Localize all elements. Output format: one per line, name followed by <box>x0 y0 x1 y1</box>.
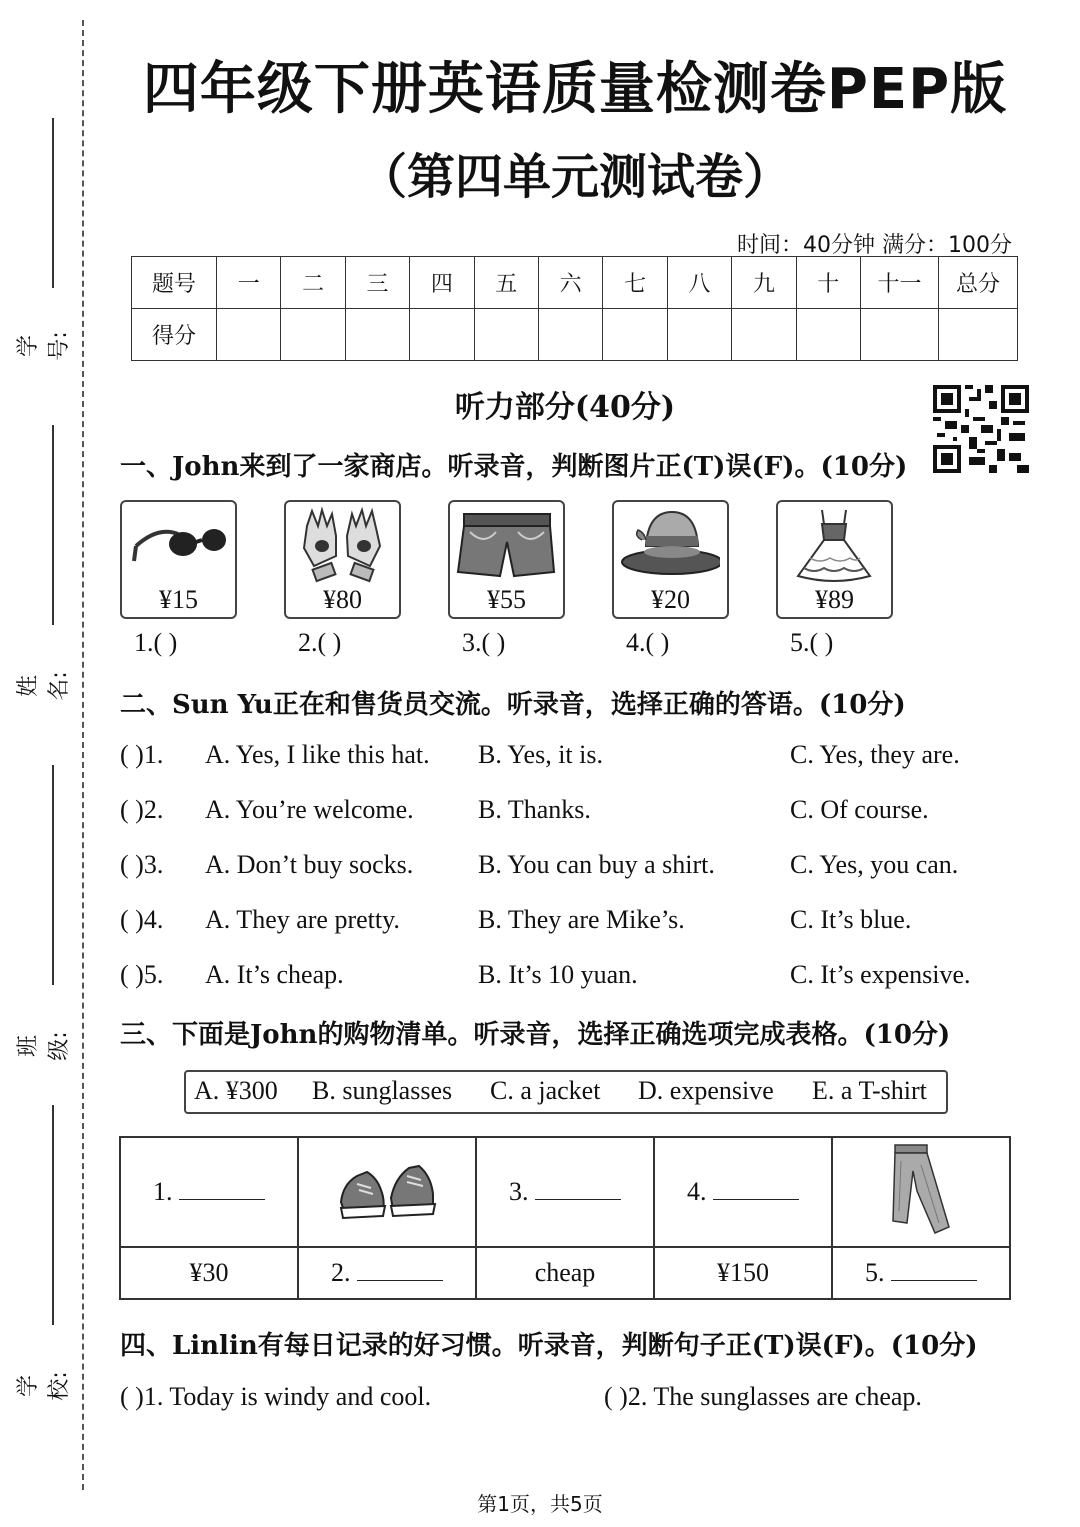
option-c: C. Yes, you can. <box>790 850 959 879</box>
dress-icon <box>784 506 884 586</box>
school-label: 学校: <box>16 1371 72 1401</box>
gloves-icon <box>292 506 392 586</box>
option-item: A. ¥300 <box>194 1076 278 1105</box>
shop-cell-5[interactable] <box>832 1247 1010 1299</box>
name-label: 姓名: <box>16 671 72 701</box>
option-c: C. It’s blue. <box>790 905 912 934</box>
option-c: C. Yes, they are. <box>790 740 960 769</box>
answer-blank[interactable] <box>891 1262 977 1281</box>
section4-question-1[interactable]: ( )1. Today is windy and cool. <box>120 1382 432 1411</box>
option-a: A. Yes, I like this hat. <box>205 740 430 769</box>
score-input-cell[interactable] <box>538 309 602 361</box>
score-input-cell[interactable] <box>732 309 796 361</box>
option-b: B. Yes, it is. <box>478 740 603 769</box>
question-number[interactable]: ( )2. <box>120 795 164 824</box>
answer-blank-1[interactable]: 1.( ) <box>134 628 178 657</box>
score-cell: 五 <box>474 257 538 309</box>
page-title: 四年级下册英语质量检测卷PEP版 <box>142 57 1008 122</box>
item-card-sunglasses <box>120 500 237 619</box>
score-cell: 一 <box>217 257 281 309</box>
score-cell: 六 <box>538 257 602 309</box>
option-c: C. It’s expensive. <box>790 960 971 989</box>
score-input-cell[interactable] <box>345 309 409 361</box>
option-b: B. They are Mike’s. <box>478 905 685 934</box>
score-input-cell[interactable] <box>217 309 281 361</box>
shop-cell-4[interactable] <box>654 1137 832 1247</box>
option-item: E. a T-shirt <box>812 1076 927 1105</box>
score-label-cell: 得分 <box>132 309 217 361</box>
shop-cell-shoes <box>298 1137 476 1247</box>
option-a: A. They are pretty. <box>205 905 400 934</box>
score-input-cell[interactable] <box>861 309 939 361</box>
item-price: ¥80 <box>323 585 362 614</box>
score-cell: 题号 <box>132 257 217 309</box>
answer-blank-2[interactable]: 2.( ) <box>298 628 342 657</box>
shop-price-cell: cheap <box>476 1247 654 1299</box>
score-input-cell[interactable] <box>410 309 474 361</box>
options-box <box>184 1070 948 1114</box>
score-table-header-row <box>132 257 1018 309</box>
binding-dashed-line <box>82 20 84 1490</box>
shorts-icon <box>456 506 556 586</box>
time-info: 时间：40分钟 满分：100分 <box>737 233 1012 258</box>
question-number[interactable]: ( )5. <box>120 960 164 989</box>
shop-cell-label: 2. <box>331 1258 351 1287</box>
shop-cell-label: 5. <box>865 1258 885 1287</box>
item-price: ¥89 <box>815 585 854 614</box>
item-card-shorts <box>448 500 565 619</box>
score-cell: 三 <box>345 257 409 309</box>
score-cell: 七 <box>603 257 667 309</box>
option-b: B. It’s 10 yuan. <box>478 960 638 989</box>
option-b: B. You can buy a shirt. <box>478 850 715 879</box>
score-cell: 四 <box>410 257 474 309</box>
page-subtitle: （第四单元测试卷） <box>358 149 791 205</box>
item-card-dress <box>776 500 893 619</box>
section2-title: 二、Sun Yu正在和售货员交流。听录音，选择正确的答语。(10分) <box>120 690 906 720</box>
shop-cell-label: 4. <box>687 1177 707 1206</box>
option-item: B. sunglasses <box>312 1076 453 1105</box>
school-line <box>52 1105 54 1325</box>
section4-question-2[interactable]: ( )2. The sunglasses are cheap. <box>604 1382 922 1411</box>
option-a: A. Don’t buy socks. <box>205 850 414 879</box>
item-card-hat <box>612 500 729 619</box>
shop-price-cell: ¥150 <box>654 1247 832 1299</box>
option-a: A. It’s cheap. <box>205 960 344 989</box>
shop-cell-pants <box>832 1137 1010 1247</box>
answer-blank-3[interactable]: 3.( ) <box>462 628 506 657</box>
section3-title: 三、下面是John的购物清单。听录音，选择正确选项完成表格。(10分) <box>120 1020 951 1050</box>
answer-blank[interactable] <box>357 1262 443 1281</box>
listening-title: 听力部分(40分) <box>454 390 676 425</box>
score-input-cell[interactable] <box>939 309 1018 361</box>
score-cell: 总分 <box>939 257 1018 309</box>
option-a: A. You’re welcome. <box>205 795 414 824</box>
answer-blank[interactable] <box>179 1181 265 1200</box>
section1-title: 一、John来到了一家商店。听录音，判断图片正(T)误(F)。(10分) <box>120 452 908 482</box>
score-cell: 十一 <box>861 257 939 309</box>
hat-icon <box>620 506 720 586</box>
class-label: 班级: <box>16 1031 72 1061</box>
option-c: C. Of course. <box>790 795 929 824</box>
answer-blank-5[interactable]: 5.( ) <box>790 628 834 657</box>
score-input-cell[interactable] <box>796 309 860 361</box>
answer-blank-4[interactable]: 4.( ) <box>626 628 670 657</box>
shopping-table <box>119 1136 1011 1300</box>
sunglasses-icon <box>128 506 228 586</box>
option-item: D. expensive <box>638 1076 774 1105</box>
score-table-score-row <box>132 309 1018 361</box>
shopping-table-row <box>120 1137 1010 1247</box>
qr-code-icon[interactable] <box>933 384 1029 474</box>
score-input-cell[interactable] <box>667 309 731 361</box>
item-price: ¥20 <box>651 585 690 614</box>
item-price: ¥15 <box>159 585 198 614</box>
shop-price-cell: ¥30 <box>120 1247 298 1299</box>
student-id-label: 学号: <box>16 331 72 361</box>
question-number[interactable]: ( )3. <box>120 850 164 879</box>
shop-cell-label: 3. <box>509 1177 529 1206</box>
question-number[interactable]: ( )1. <box>120 740 164 769</box>
option-item: C. a jacket <box>490 1076 601 1105</box>
class-line <box>52 765 54 985</box>
shop-cell-1[interactable] <box>120 1137 298 1247</box>
score-cell: 八 <box>667 257 731 309</box>
section4-title: 四、Linlin有每日记录的好习惯。听录音，判断句子正(T)误(F)。(10分) <box>120 1331 978 1361</box>
score-input-cell[interactable] <box>281 309 345 361</box>
shop-cell-label: 1. <box>153 1177 173 1206</box>
shoes-icon <box>337 1154 437 1224</box>
answer-blank[interactable] <box>535 1181 621 1200</box>
shopping-table-row <box>120 1247 1010 1299</box>
page-footer: 第1页，共5页 <box>477 1492 603 1516</box>
score-input-cell[interactable] <box>603 309 667 361</box>
item-price: ¥55 <box>487 585 526 614</box>
shop-cell-2[interactable] <box>298 1247 476 1299</box>
item-card-gloves <box>284 500 401 619</box>
score-cell: 十 <box>796 257 860 309</box>
shop-cell-3[interactable] <box>476 1137 654 1247</box>
score-input-cell[interactable] <box>474 309 538 361</box>
score-cell: 二 <box>281 257 345 309</box>
score-table <box>131 256 1018 361</box>
question-number[interactable]: ( )4. <box>120 905 164 934</box>
option-b: B. Thanks. <box>478 795 591 824</box>
name-line <box>52 425 54 625</box>
pants-icon <box>881 1141 961 1237</box>
score-cell: 九 <box>732 257 796 309</box>
answer-blank[interactable] <box>713 1181 799 1200</box>
